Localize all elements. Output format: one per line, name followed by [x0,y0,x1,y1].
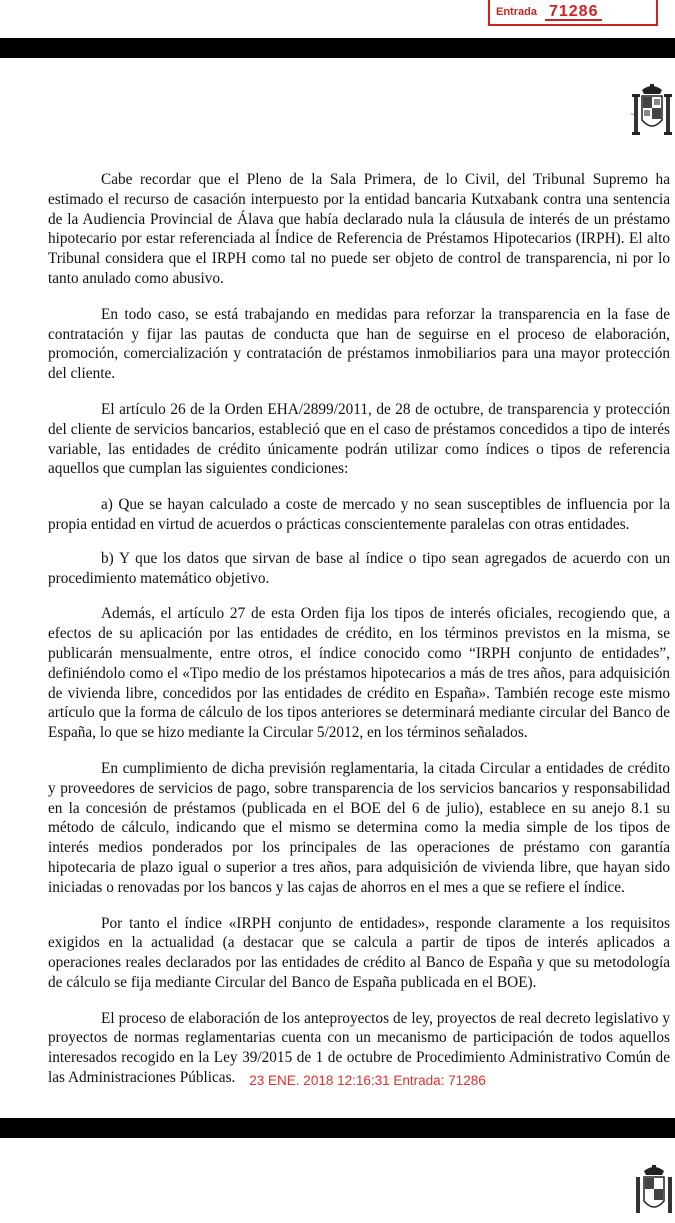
paragraph-3: El artículo 26 de la Orden EHA/2899/2011, de 28 de octubre, de transparencia y protección del cliente de servicios bancarios, estableció que en el caso de préstamos concedidos a tipo de interés variable, las entidades de crédito únicamente podrán utilizar como índices o tipos de referencia aquellos que cumplan las siguientes condiciones: [48,400,670,478]
registry-timestamp-stamp: 23 ENE. 2018 12:16:31 Entrada: 71286 [249,1073,486,1088]
paragraph-9: El proceso de elaboración de los anteproyectos de ley, proyectos de real decreto legislativo y proyectos de normas reglamentarias cuenta con un mecanismo de participación de todos aquellos interesados recogido en la Ley 39/2015 de 1 de octubre de Procedimiento Administrativo Común de las Administraciones Públicas. [48,1009,670,1087]
coat-of-arms-icon-next-page [632,1163,675,1223]
paragraph-condition-b: b) Y que los datos que sirvan de base al índice o tipo sean agregados de acuerdo con un procedimiento matemático objetivo. [48,549,670,587]
paragraph-2: En todo caso, se está trabajando en medidas para reforzar la transparencia en la fase de contratación y fijar las pautas de conducta que han de seguirse en el proceso de elaboración, promoción, comercialización y contratación de préstamos inmobiliarios para una mayor protección del cliente. [48,305,670,383]
entry-stamp [488,0,658,26]
entry-stamp-number: 71286 [545,4,603,21]
paragraph-6: Además, el artículo 27 de esta Orden fija los tipos de interés oficiales, recogiendo que, a efectos de su aplicación por las entidades de crédito, en los términos previstos en la misma, se publicarán mensualmente, entre otros, el índice conocido como “IRPH conjunto de entidades”, definiéndolo como el «Tipo medio de los préstamos hipotecarios a más de tres años, para adquisición de vivienda libre, concedidos por las entidades de crédito en España». También recoge este mismo artículo que la forma de cálculo de los tipos anteriores se determinará mediante circular del Banco de España, lo que se hizo mediante la Circular 5/2012, en los términos señalados. [48,605,670,742]
bottom-black-bar [0,1118,675,1138]
top-black-bar [0,38,675,58]
paragraph-1: Cabe recordar que el Pleno de la Sala Primera, de lo Civil, del Tribunal Supremo ha estimado el recurso de casación interpuesto por la entidad bancaria Kutxabank contra una sentencia de la Audiencia Provincial de Álava que había declarado nula la cláusula de interés de un préstamo hipotecario por estar referenciada al Índice de Referencia de Préstamos Hipotecarios (IRPH). El alto Tribunal considera que el IRPH como tal no puede ser objeto de control de transparencia, ni por lo tanto anulado como abusivo. [48,171,670,287]
paragraph-7: En cumplimiento de dicha previsión reglamentaria, la citada Circular a entidades de crédito y proveedores de servicios de pago, sobre transparencia de los servicios bancarios y responsabilidad en la concesión de préstamos (publicada en el BOE del 6 de julio), establece en su anejo 8.1 su método de cálculo, indicando que el mismo se determina como la media simple de los tipos de interés medios ponderados por los principales de las operaciones de préstamo con garantía hipotecaria de plazo igual o superior a tres años, para adquisición de vivienda libre, que hayan sido iniciadas o renovadas por los bancos y las cajas de ahorros en el mes a que se refiere el índice. [48,759,670,896]
paragraph-8: Por tanto el índice «IRPH conjunto de entidades», responde claramente a los requisitos exigidos en la actualidad (a destacar que se calcula a partir de tipos de interés aplicados a operaciones reales declarados por las entidades de crédito al Banco de España y que su metodología de cálculo se fija mediante Circular del Banco de España publicada en el BOE). [48,914,670,991]
svg-text:~: ~ [630,111,636,118]
document-body [48,170,670,1104]
coat-of-arms-icon [630,82,674,142]
entry-stamp-label: Entrada [496,6,537,18]
paragraph-condition-a: a) Que se hayan calculado a coste de mercado y no sean susceptibles de influencia por la propia entidad en virtud de acuerdos o prácticas conscientemente paralelas con otras entidades. [48,496,670,533]
